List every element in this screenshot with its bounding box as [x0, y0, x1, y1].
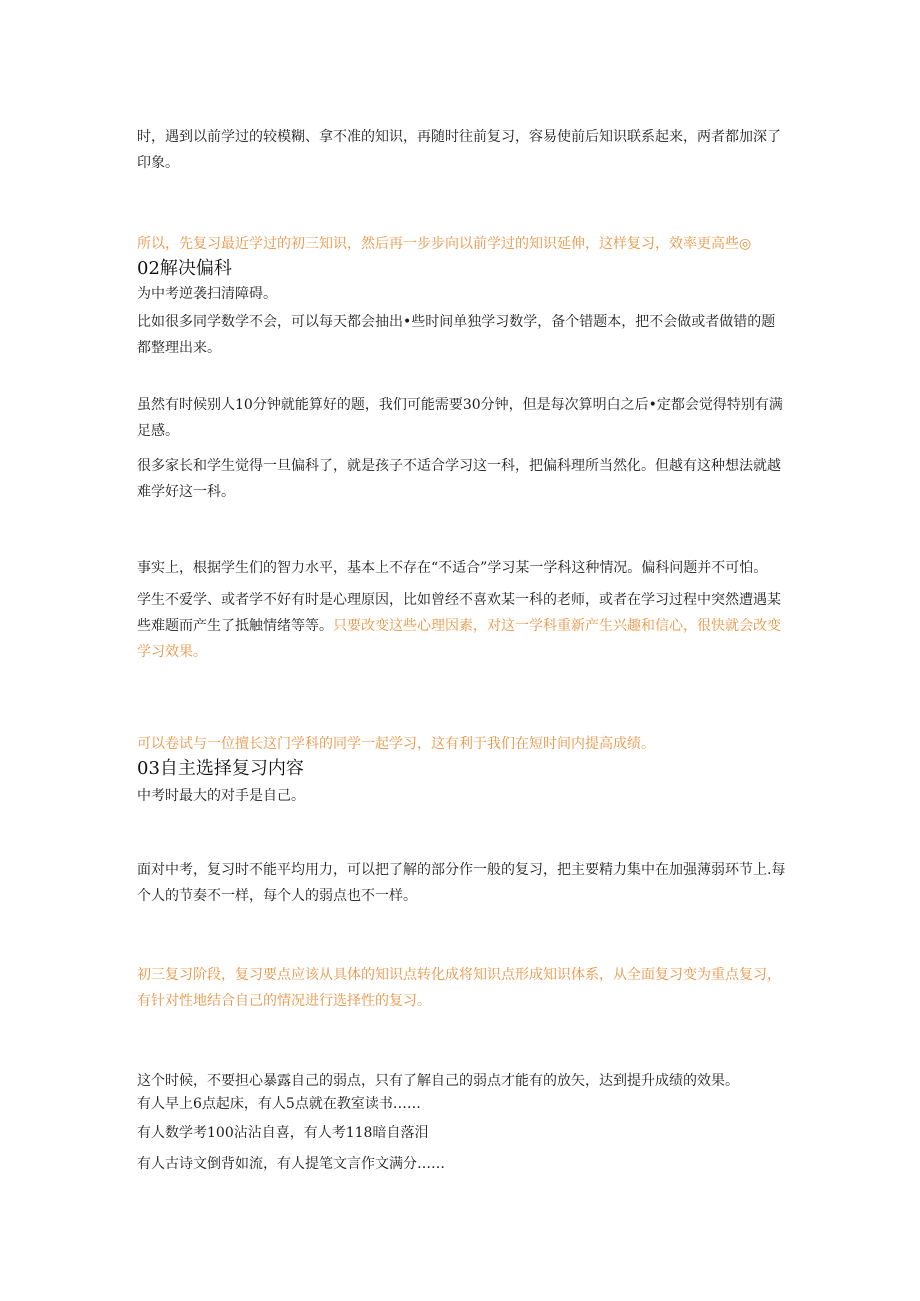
- paragraph-psychological-reason-text: 学生不爱学、或者学不好有时是心理原因，比如曾经不喜欢某一科的老师，或者在学习过程中突然遭遇某些难题而产生了抵触情绪等等。: [137, 592, 781, 634]
- section-heading-03: 03自主选择复习内容: [137, 758, 304, 779]
- paragraph-knowledge-system-highlight: 初三复习阶段，复习要点应该从具体的知识点转化成将知识点形成知识体系，从全面复习变为重点复习，有针对性地结合自己的情况进行选择性的复习。: [137, 967, 781, 1009]
- paragraph-study-partner-highlight: 可以卷试与一位擅长这门学科的同学一起学习，这有利于我们在短时间内提高成绩。: [137, 736, 655, 752]
- paragraph-psychological-reason-highlight: 只要改变这些心理因素，对这一学科重新产生兴趣和信心，很快就会改变学习效果。: [137, 618, 781, 660]
- paragraph-review-connection: 时，遇到以前学过的较模糊、拿不准的知识，再随时往前复习，容易使前后知识联系起来，两者都加深了印象。: [137, 129, 781, 171]
- paragraph-math-example: 比如很多同学数学不会，可以每天都会抽出•些时间单独学习数学，备个错题本，把不会做或者做错的题都整理出来。: [137, 314, 776, 356]
- paragraph-subtitle-02: 为中考逆袭扫清障碍。: [137, 286, 277, 302]
- section-heading-02: 02解决偏科: [137, 258, 232, 279]
- paragraph-list-item-classical-poetry: 有人古诗文倒背如流，有人提笔文言作文满分……: [137, 1156, 445, 1172]
- paragraph-list-item-math-score: 有人数学考100沾沾自喜，有人考118暗自落泪: [137, 1125, 429, 1141]
- paragraph-not-suitable-fact: 事实上，根据学生们的智力水平，基本上不存在“不适合”学习某一学科这种情况。偏科问题并不可怕。: [137, 560, 768, 576]
- paragraph-review-order-highlight: 所以，先复习最近学过的初三知识，然后再一步步向以前学过的知识延伸，这样复习，效率更高些◎: [137, 236, 752, 252]
- paragraph-time-comparison: 虽然有时候别人10分钟就能算好的题，我们可能需要30分钟，但是每次算明白之后•定都会觉得特别有满足感。: [137, 397, 783, 439]
- paragraph-subtitle-03: 中考时最大的对手是自己。: [137, 788, 305, 804]
- paragraph-expose-weakness: 这个时候，不要担心暴露自己的弱点，只有了解自己的弱点才能有的放矢，达到提升成绩的效果。: [137, 1073, 739, 1089]
- paragraph-list-item-early-rise: 有人早上6点起床，有人5点就在教室读书……: [137, 1096, 421, 1112]
- paragraph-psychological-reason: [137, 587, 787, 665]
- paragraph-parents-opinion: 很多家长和学生觉得一旦偏科了，就是孩子不适合学习这一科，把偏科理所当然化。但越有这种想法就越难学好这一科。: [137, 458, 781, 500]
- paragraph-focus-weakness: 面对中考，复习时不能平均用力，可以把了解的部分作一般的复习，把主要精力集中在加强薄弱环节上.每个人的节奏不一样，每个人的弱点也不一样。: [137, 862, 786, 904]
